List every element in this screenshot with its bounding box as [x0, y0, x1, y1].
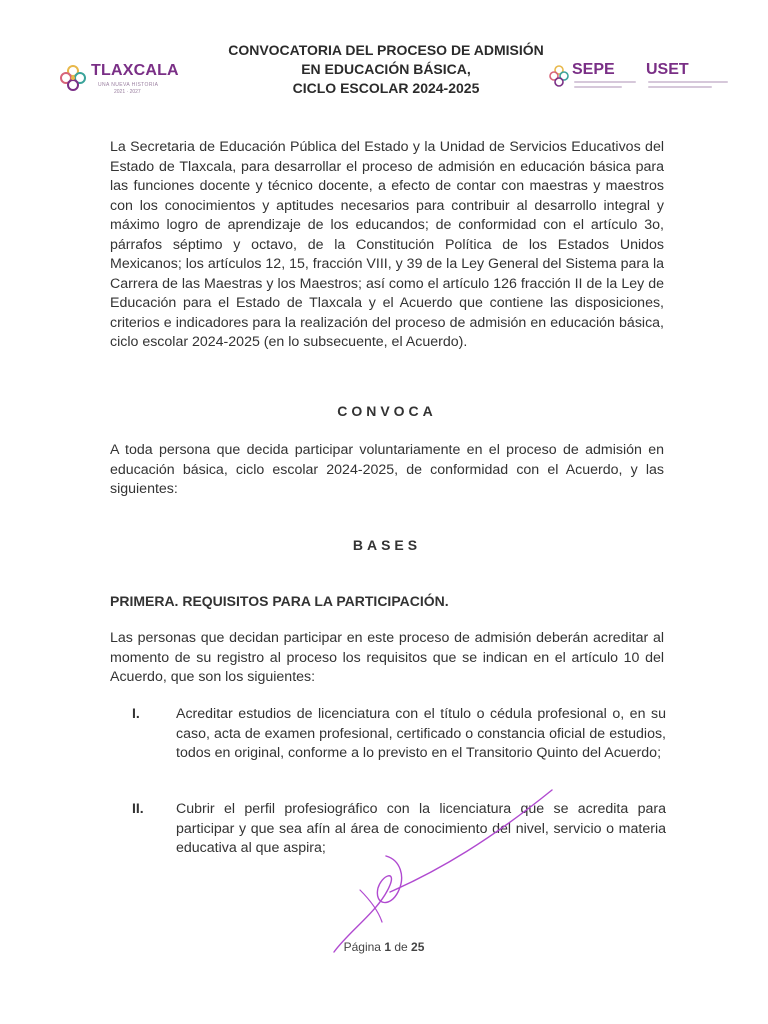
requirement-number: I.: [132, 705, 140, 721]
of-word: de: [394, 940, 408, 954]
convoca-paragraph: A toda persona que decida participar voluntariamente en el proceso de admisión en educación básica, ciclo escolar 2024-2025, de conformidad con el Acuerdo, y las siguientes:: [110, 442, 664, 497]
tlaxcala-logo: [58, 60, 183, 98]
section-intro-paragraph: Las personas que decidan participar en este proceso de admisión deberán acreditar al momento de su registro al proceso los requisitos que se indican en el artículo 10 del Acuerdo, que son los siguientes:: [110, 630, 664, 685]
page-footer: [0, 940, 768, 954]
sepe-logo: [548, 60, 640, 98]
document-title: [190, 41, 582, 98]
total-pages: 25: [411, 940, 425, 954]
page-word: Página: [343, 940, 381, 954]
uset-logo: [646, 60, 730, 98]
convoca-heading: CONVOCA: [337, 403, 437, 419]
tlaxcala-logo-years: 2021 · 2027: [114, 89, 141, 95]
sepe-logo-name: SEPE: [572, 61, 615, 78]
requirement-text: Acreditar estudios de licenciatura con el título o cédula profesional o, en su caso, acta de examen profesional, certificado o constancia oficial de estudios, todos en original, conforme a lo previsto en el Transitorio Quinto del Acuerdo;: [176, 706, 666, 761]
bases-heading: BASES: [352, 537, 422, 553]
tlaxcala-logo-name: TLAXCALA: [91, 62, 179, 79]
intro-paragraph: La Secretaria de Educación Pública del Estado y la Unidad de Servicios Educativos del Estado de Tlaxcala, para desarrollar el proceso de admisión en educación básica para las funciones docente y técnico docente, a efecto de contar con maestras y maestros con los conocimientos y aptitudes necesarios para contribuir al desarrollo integral y máximo logro de aprendizaje de los educandos; de conformidad con el artículo 3o, párrafos séptimo y octavo, de la Constitución Política de los Estados Unidos Mexicanos; los artículos 12, 15, fracción VIII, y 39 de la Ley General del Sistema para la Carrera de las Maestras y los Maestros; así como el artículo 126 fracción II de la Ley de Educación para el Estado de Tlaxcala y el Acuerdo que contiene las disposiciones, criterios e indicadores para la realización del proceso de admisión en educación básica, ciclo escolar 2024-2025 (en lo subsecuente, el Acuerdo).: [110, 139, 664, 350]
requirement-text: Cubrir el perfil profesiográfico con la licenciatura que se acredita para participar y que sea afín al área de conocimiento del nivel, servicio o materia educativa al que aspira;: [176, 801, 666, 856]
title-line-2: EN EDUCACIÓN BÁSICA,: [301, 61, 471, 77]
page-number: 1: [384, 940, 391, 954]
uset-logo-name: USET: [646, 61, 689, 78]
section-title: PRIMERA. REQUISITOS PARA LA PARTICIPACIÓN.: [110, 593, 449, 609]
uset-logo-subtitle-lines: [648, 81, 728, 91]
sepe-emblem-icon: [548, 63, 570, 91]
sepe-logo-subtitle-lines: [574, 81, 636, 91]
tlaxcala-logo-tagline: UNA NUEVA HISTORIA: [98, 82, 159, 88]
handwritten-signature: [320, 780, 560, 960]
title-line-3: CICLO ESCOLAR 2024-2025: [292, 80, 480, 96]
title-line-1: CONVOCATORIA DEL PROCESO DE ADMISIÓN: [228, 42, 544, 58]
requirement-number: II.: [132, 800, 144, 816]
tlaxcala-emblem-icon: [58, 62, 88, 94]
